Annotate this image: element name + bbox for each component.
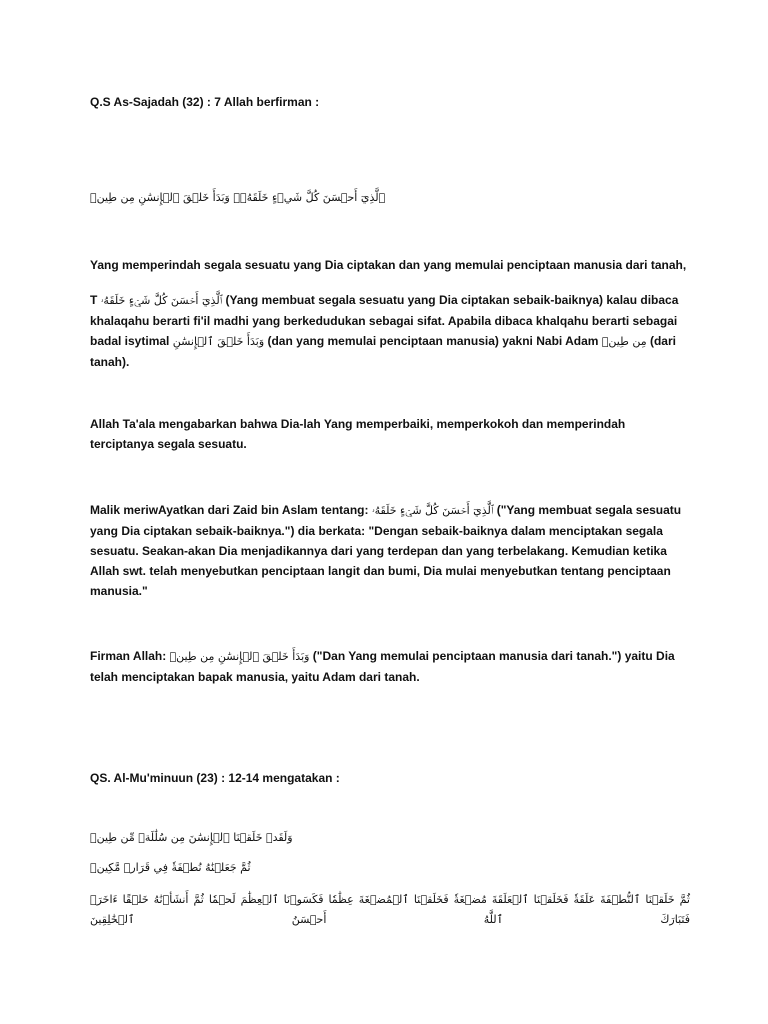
- translation-paragraph: Yang memperindah segala sesuatu yang Dia ciptakan dan yang memulai penciptaan manusia dari tanah,: [90, 258, 687, 272]
- tafsir-text-4: (dari tanah).: [90, 334, 676, 369]
- arabic-verse-as-sajadah-7: ٱلَّذِيٓ أَحۡسَنَ كُلَّ شَيۡءٍ خَلَقَهُۥۖ وَبَدَأَ خَلۡقَ ٱلۡإِنسَٰنِ مِن طِينٖ: [90, 191, 386, 204]
- firman-arabic-1: وَبَدَأَ خَلۡقَ ٱلۡإِنسَٰنِ مِن طِينٖ: [169, 650, 310, 663]
- tafsir-text-2: (Yang membuat segala sesuatu yang Dia ciptakan sebaik-baiknya) kalau dibaca khalaqahu berarti fi'il madhi yang berkedudukan sebagai sifat. Apabila dibaca khalqahu berarti sebagai badal isytimal: [90, 293, 679, 348]
- heading-al-muminuun: QS. Al-Mu'minuun (23) : 12-14 mengatakan :: [90, 771, 340, 785]
- firman-text-1: Firman Allah:: [90, 649, 167, 663]
- allah-taala-paragraph: Allah Ta'ala mengabarkan bahwa Dia-lah Yang memperbaiki, memperkokoh dan memperindah terciptanya segala sesuatu.: [90, 417, 626, 451]
- malik-arabic-1: ٱلَّذِيٓ أَحۡسَنَ كُلَّ شَيۡءٍ خَلَقَهُۥ: [371, 504, 494, 517]
- malik-text-2: ("Yang membuat segala sesuatu yang Dia ciptakan sebaik-baiknya.") dia berkata: "Dengan sebaik-baiknya dalam menciptakan segala sesuatu. Seakan-akan Dia menjadikannya dari yang terdepan dan yang terbelakang. Kemudian ketika Allah swt. telah menyebutkan penciptaan langit dan bumi, Dia mulai menyebutkan tentang penciptaan manusia.": [90, 503, 682, 598]
- arabic-verse-al-muminuun-13: ثُمَّ جَعَلۡنَٰهُ نُطۡفَةٗ فِي قَرَارٖ مَّكِينٖ: [90, 861, 251, 874]
- arabic-verse-al-muminuun-14: ثُمَّ خَلَقۡنَا ٱلنُّطۡفَةَ عَلَقَةٗ فَخَلَقۡنَا ٱلۡعَلَقَةَ مُضۡغَةٗ فَخَلَقۡنَا ٱلۡمُضۡغَةَ عِظَٰمٗا فَكَسَوۡنَا ٱلۡعِظَٰمَ لَحۡمٗا ثُمَّ أَنشَأۡنَٰهُ خَلۡقًا ءَاخَرَۚ فَتَبَارَكَ ٱللَّهُ أَحۡسَنُ ٱلۡخَٰلِقِينَ: [90, 893, 690, 926]
- firman-allah-paragraph: [90, 646, 690, 687]
- tafsir-arabic-1: ٱلَّذِيٓ أَحۡسَنَ كُلَّ شَيۡءٍ خَلَقَهُۥ: [100, 294, 223, 307]
- malik-riwayat-paragraph: [90, 500, 690, 601]
- tafsir-paragraph: [90, 290, 690, 372]
- malik-text-1: Malik meriwAyatkan dari Zaid bin Aslam tentang:: [90, 503, 369, 517]
- tafsir-text-1: T: [90, 293, 98, 307]
- tafsir-text-3: (dan yang memulai penciptaan manusia) yakni Nabi Adam: [267, 334, 599, 348]
- heading-as-sajadah: Q.S As-Sajadah (32) : 7 Allah berfirman :: [90, 95, 320, 109]
- tafsir-arabic-3: مِن طِينٖ: [601, 335, 647, 348]
- tafsir-arabic-2: وَبَدَأَ خَلۡقَ ٱلۡإِنسَٰنِ: [172, 335, 265, 348]
- arabic-verse-al-muminuun-12: وَلَقَدۡ خَلَقۡنَا ٱلۡإِنسَٰنَ مِن سُلَٰلَةٖ مِّن طِينٖ: [90, 831, 293, 844]
- firman-text-2: ("Dan Yang memulai penciptaan manusia dari tanah.") yaitu Dia telah menciptakan bapak manusia, yaitu Adam dari tanah.: [90, 649, 675, 684]
